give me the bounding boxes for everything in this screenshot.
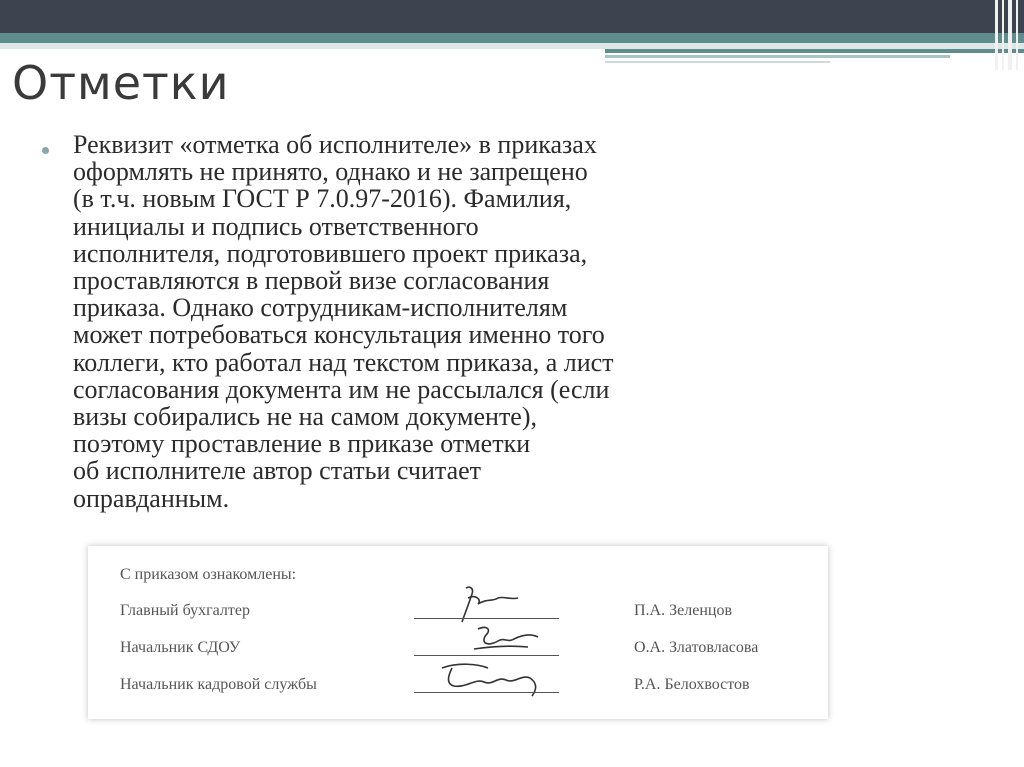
- signer-role: Главный бухгалтер: [120, 602, 250, 619]
- handwritten-signature: [418, 584, 558, 626]
- signature-line: [414, 655, 559, 656]
- signer-name: Р.А. Белохвостов: [634, 676, 750, 693]
- header-accent-line-2: [605, 55, 950, 58]
- document-excerpt-image: [88, 546, 828, 719]
- signature-row: [88, 676, 828, 706]
- header-band-dark: [0, 0, 1024, 33]
- header-accent-line: [605, 49, 1024, 53]
- paragraph-line: коллеги, кто работал над текстом приказа, а лист: [73, 347, 614, 377]
- paragraph-line: проставляются в первой визе согласования: [73, 266, 550, 296]
- handwritten-signature: [418, 621, 558, 663]
- paragraph-line: (в т.ч. новым ГОСТ Р 7.0.97-2016). Фамилия,: [73, 184, 572, 214]
- paragraph-line: поэтому проставление в приказе отметки: [73, 429, 531, 459]
- signer-name: О.А. Златовласова: [634, 639, 759, 656]
- paragraph-line: исполнителя, подготовившего проект приказа,: [73, 238, 588, 268]
- paragraph-line: визы собирались не на самом документе),: [73, 402, 538, 432]
- slide-title: Отметки: [12, 56, 230, 110]
- bullet-paragraph: [73, 131, 753, 512]
- signer-name: П.А. Зеленцов: [634, 602, 732, 619]
- excerpt-header: С приказом ознакомлены:: [120, 566, 297, 583]
- header-accent-line-3: [605, 61, 830, 63]
- paragraph-line: может потребоваться консультация именно того: [73, 320, 605, 350]
- handwritten-signature: [418, 658, 558, 700]
- paragraph-line: согласования документа им не рассылался (если: [73, 374, 610, 404]
- paragraph-line: оформлять не принято, однако и не запрещено: [73, 157, 588, 187]
- header-band-teal: [0, 33, 1024, 43]
- paragraph-line: приказа. Однако сотрудникам-исполнителям: [73, 293, 568, 323]
- signature-line: [414, 618, 559, 619]
- signer-role: Начальник СДОУ: [120, 639, 241, 656]
- paragraph-line: инициалы и подпись ответственного: [73, 211, 479, 241]
- paragraph-line: об исполнителе автор статьи считает: [73, 456, 482, 486]
- signer-role: Начальник кадровой службы: [120, 676, 317, 693]
- paragraph-line: оправданным.: [73, 483, 230, 513]
- paragraph-line: Реквизит «отметка об исполнителе» в приказах: [73, 130, 597, 159]
- signature-line: [414, 692, 559, 693]
- bullet-icon: [42, 147, 49, 154]
- header-vertical-stripes: [993, 0, 1024, 70]
